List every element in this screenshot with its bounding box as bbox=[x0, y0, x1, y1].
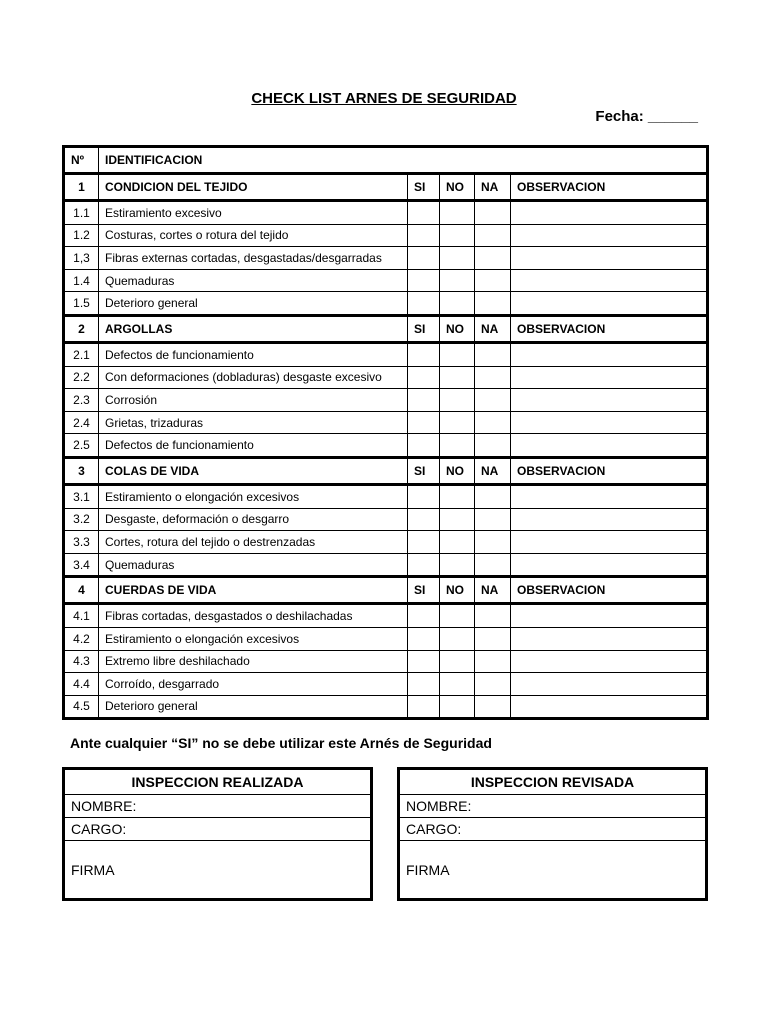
table-row bbox=[64, 292, 708, 316]
col-si: SI bbox=[408, 457, 440, 484]
na-cell[interactable] bbox=[475, 342, 511, 366]
cargo-field[interactable]: CARGO: bbox=[400, 818, 705, 841]
section-header-row bbox=[64, 577, 708, 604]
item-text: Desgaste, deformación o desgarro bbox=[99, 508, 408, 531]
observacion-cell[interactable] bbox=[511, 531, 708, 554]
item-text: Defectos de funcionamiento bbox=[99, 434, 408, 458]
no-cell[interactable] bbox=[440, 553, 475, 577]
na-cell[interactable] bbox=[475, 247, 511, 270]
col-no: NO bbox=[440, 457, 475, 484]
no-cell[interactable] bbox=[440, 604, 475, 628]
item-num: 3.2 bbox=[64, 508, 99, 531]
na-cell[interactable] bbox=[475, 650, 511, 673]
item-text: Quemaduras bbox=[99, 269, 408, 292]
section-title: ARGOLLAS bbox=[99, 315, 408, 342]
si-cell[interactable] bbox=[408, 531, 440, 554]
table-row bbox=[64, 695, 708, 719]
table-row bbox=[64, 366, 708, 389]
col-observacion: OBSERVACION bbox=[511, 315, 708, 342]
item-num: 2.2 bbox=[64, 366, 99, 389]
na-cell[interactable] bbox=[475, 292, 511, 316]
item-text: Cortes, rotura del tejido o destrenzadas bbox=[99, 531, 408, 554]
si-cell[interactable] bbox=[408, 292, 440, 316]
observacion-cell[interactable] bbox=[511, 434, 708, 458]
no-cell[interactable] bbox=[440, 292, 475, 316]
item-text: Quemaduras bbox=[99, 553, 408, 577]
item-text: Con deformaciones (dobladuras) desgaste excesivo bbox=[99, 366, 408, 389]
table-row bbox=[64, 484, 708, 508]
warning-note: Ante cualquier “SI” no se debe utilizar este Arnés de Seguridad bbox=[70, 735, 492, 751]
na-cell[interactable] bbox=[475, 508, 511, 531]
item-text: Grietas, trizaduras bbox=[99, 411, 408, 434]
observacion-cell[interactable] bbox=[511, 224, 708, 247]
no-cell[interactable] bbox=[440, 695, 475, 719]
si-cell[interactable] bbox=[408, 650, 440, 673]
col-no: NO bbox=[440, 174, 475, 201]
si-cell[interactable] bbox=[408, 604, 440, 628]
item-text: Estiramiento o elongación excesivos bbox=[99, 627, 408, 650]
no-cell[interactable] bbox=[440, 650, 475, 673]
no-cell[interactable] bbox=[440, 531, 475, 554]
item-num: 1.1 bbox=[64, 201, 99, 225]
col-observacion: OBSERVACION bbox=[511, 174, 708, 201]
na-cell[interactable] bbox=[475, 366, 511, 389]
item-num: 1.4 bbox=[64, 269, 99, 292]
no-cell[interactable] bbox=[440, 411, 475, 434]
observacion-cell[interactable] bbox=[511, 411, 708, 434]
cargo-field[interactable]: CARGO: bbox=[65, 818, 370, 841]
section-title: COLAS DE VIDA bbox=[99, 457, 408, 484]
item-num: 1.2 bbox=[64, 224, 99, 247]
na-cell[interactable] bbox=[475, 201, 511, 225]
observacion-cell[interactable] bbox=[511, 269, 708, 292]
na-cell[interactable] bbox=[475, 434, 511, 458]
item-text: Corrosión bbox=[99, 389, 408, 412]
section-title: CONDICION DEL TEJIDO bbox=[99, 174, 408, 201]
item-text: Estiramiento excesivo bbox=[99, 201, 408, 225]
col-si: SI bbox=[408, 577, 440, 604]
inspeccion-revisada-box bbox=[397, 767, 708, 901]
si-cell[interactable] bbox=[408, 342, 440, 366]
table-row bbox=[64, 553, 708, 577]
si-cell[interactable] bbox=[408, 269, 440, 292]
na-cell[interactable] bbox=[475, 695, 511, 719]
na-cell[interactable] bbox=[475, 604, 511, 628]
no-cell[interactable] bbox=[440, 366, 475, 389]
box-title: INSPECCION REALIZADA bbox=[65, 770, 370, 795]
col-na: NA bbox=[475, 174, 511, 201]
col-no: NO bbox=[440, 577, 475, 604]
section-num: 1 bbox=[64, 174, 99, 201]
table-row bbox=[64, 342, 708, 366]
si-cell[interactable] bbox=[408, 673, 440, 696]
section-header-row bbox=[64, 174, 708, 201]
item-text: Estiramiento o elongación excesivos bbox=[99, 484, 408, 508]
table-row bbox=[64, 224, 708, 247]
observacion-cell[interactable] bbox=[511, 484, 708, 508]
nombre-field[interactable]: NOMBRE: bbox=[400, 795, 705, 818]
si-cell[interactable] bbox=[408, 366, 440, 389]
na-cell[interactable] bbox=[475, 673, 511, 696]
table-row bbox=[64, 508, 708, 531]
item-text: Fibras cortadas, desgastados o deshilachadas bbox=[99, 604, 408, 628]
observacion-cell[interactable] bbox=[511, 673, 708, 696]
no-cell[interactable] bbox=[440, 247, 475, 270]
item-text: Costuras, cortes o rotura del tejido bbox=[99, 224, 408, 247]
col-no: NO bbox=[440, 315, 475, 342]
na-cell[interactable] bbox=[475, 531, 511, 554]
no-cell[interactable] bbox=[440, 389, 475, 412]
observacion-cell[interactable] bbox=[511, 508, 708, 531]
no-cell[interactable] bbox=[440, 269, 475, 292]
no-cell[interactable] bbox=[440, 201, 475, 225]
observacion-cell[interactable] bbox=[511, 201, 708, 225]
item-num: 4.5 bbox=[64, 695, 99, 719]
si-cell[interactable] bbox=[408, 508, 440, 531]
si-cell[interactable] bbox=[408, 434, 440, 458]
inspeccion-realizada-box bbox=[62, 767, 373, 901]
table-row bbox=[64, 673, 708, 696]
col-si: SI bbox=[408, 315, 440, 342]
item-num: 3.3 bbox=[64, 531, 99, 554]
no-cell[interactable] bbox=[440, 484, 475, 508]
no-cell[interactable] bbox=[440, 224, 475, 247]
section-header-row bbox=[64, 315, 708, 342]
item-num: 2.3 bbox=[64, 389, 99, 412]
checklist-table bbox=[62, 145, 709, 720]
si-cell[interactable] bbox=[408, 484, 440, 508]
table-row bbox=[64, 627, 708, 650]
na-cell[interactable] bbox=[475, 484, 511, 508]
observacion-cell[interactable] bbox=[511, 366, 708, 389]
na-cell[interactable] bbox=[475, 224, 511, 247]
observacion-cell[interactable] bbox=[511, 553, 708, 577]
na-cell[interactable] bbox=[475, 389, 511, 412]
no-cell[interactable] bbox=[440, 342, 475, 366]
na-cell[interactable] bbox=[475, 553, 511, 577]
si-cell[interactable] bbox=[408, 247, 440, 270]
col-observacion: OBSERVACION bbox=[511, 577, 708, 604]
observacion-cell[interactable] bbox=[511, 292, 708, 316]
box-title: INSPECCION REVISADA bbox=[400, 770, 705, 795]
table-row bbox=[64, 604, 708, 628]
header-num: Nº bbox=[64, 147, 99, 174]
item-num: 2.4 bbox=[64, 411, 99, 434]
table-row bbox=[64, 650, 708, 673]
table-row bbox=[64, 201, 708, 225]
na-cell[interactable] bbox=[475, 627, 511, 650]
si-cell[interactable] bbox=[408, 411, 440, 434]
section-num: 2 bbox=[64, 315, 99, 342]
col-observacion: OBSERVACION bbox=[511, 457, 708, 484]
observacion-cell[interactable] bbox=[511, 342, 708, 366]
table-row bbox=[64, 269, 708, 292]
col-si: SI bbox=[408, 174, 440, 201]
section-num: 3 bbox=[64, 457, 99, 484]
observacion-cell[interactable] bbox=[511, 604, 708, 628]
col-na: NA bbox=[475, 315, 511, 342]
si-cell[interactable] bbox=[408, 627, 440, 650]
nombre-field[interactable]: NOMBRE: bbox=[65, 795, 370, 818]
si-cell[interactable] bbox=[408, 389, 440, 412]
observacion-cell[interactable] bbox=[511, 650, 708, 673]
item-text: Deterioro general bbox=[99, 695, 408, 719]
table-row bbox=[64, 389, 708, 412]
table-header-row bbox=[64, 147, 708, 174]
item-text: Corroído, desgarrado bbox=[99, 673, 408, 696]
item-num: 1,3 bbox=[64, 247, 99, 270]
item-num: 3.1 bbox=[64, 484, 99, 508]
item-text: Defectos de funcionamiento bbox=[99, 342, 408, 366]
si-cell[interactable] bbox=[408, 553, 440, 577]
header-identificacion: IDENTIFICACION bbox=[99, 147, 708, 174]
si-cell[interactable] bbox=[408, 695, 440, 719]
na-cell[interactable] bbox=[475, 411, 511, 434]
table-row bbox=[64, 247, 708, 270]
no-cell[interactable] bbox=[440, 508, 475, 531]
na-cell[interactable] bbox=[475, 269, 511, 292]
date-field[interactable]: Fecha: ______ bbox=[595, 108, 698, 125]
table-row bbox=[64, 531, 708, 554]
item-text: Extremo libre deshilachado bbox=[99, 650, 408, 673]
item-num: 4.2 bbox=[64, 627, 99, 650]
section-header-row bbox=[64, 457, 708, 484]
si-cell[interactable] bbox=[408, 201, 440, 225]
item-num: 3.4 bbox=[64, 553, 99, 577]
item-text: Fibras externas cortadas, desgastadas/desgarradas bbox=[99, 247, 408, 270]
item-num: 1.5 bbox=[64, 292, 99, 316]
observacion-cell[interactable] bbox=[511, 247, 708, 270]
item-num: 2.5 bbox=[64, 434, 99, 458]
no-cell[interactable] bbox=[440, 673, 475, 696]
item-num: 2.1 bbox=[64, 342, 99, 366]
firma-field[interactable]: FIRMA bbox=[406, 862, 450, 878]
observacion-cell[interactable] bbox=[511, 627, 708, 650]
observacion-cell[interactable] bbox=[511, 389, 708, 412]
document-title: CHECK LIST ARNES DE SEGURIDAD bbox=[251, 90, 517, 107]
si-cell[interactable] bbox=[408, 224, 440, 247]
item-num: 4.4 bbox=[64, 673, 99, 696]
no-cell[interactable] bbox=[440, 434, 475, 458]
item-num: 4.1 bbox=[64, 604, 99, 628]
table-row bbox=[64, 411, 708, 434]
section-title: CUERDAS DE VIDA bbox=[99, 577, 408, 604]
observacion-cell[interactable] bbox=[511, 695, 708, 719]
col-na: NA bbox=[475, 577, 511, 604]
col-na: NA bbox=[475, 457, 511, 484]
firma-field[interactable]: FIRMA bbox=[71, 862, 115, 878]
item-num: 4.3 bbox=[64, 650, 99, 673]
no-cell[interactable] bbox=[440, 627, 475, 650]
item-text: Deterioro general bbox=[99, 292, 408, 316]
table-row bbox=[64, 434, 708, 458]
section-num: 4 bbox=[64, 577, 99, 604]
